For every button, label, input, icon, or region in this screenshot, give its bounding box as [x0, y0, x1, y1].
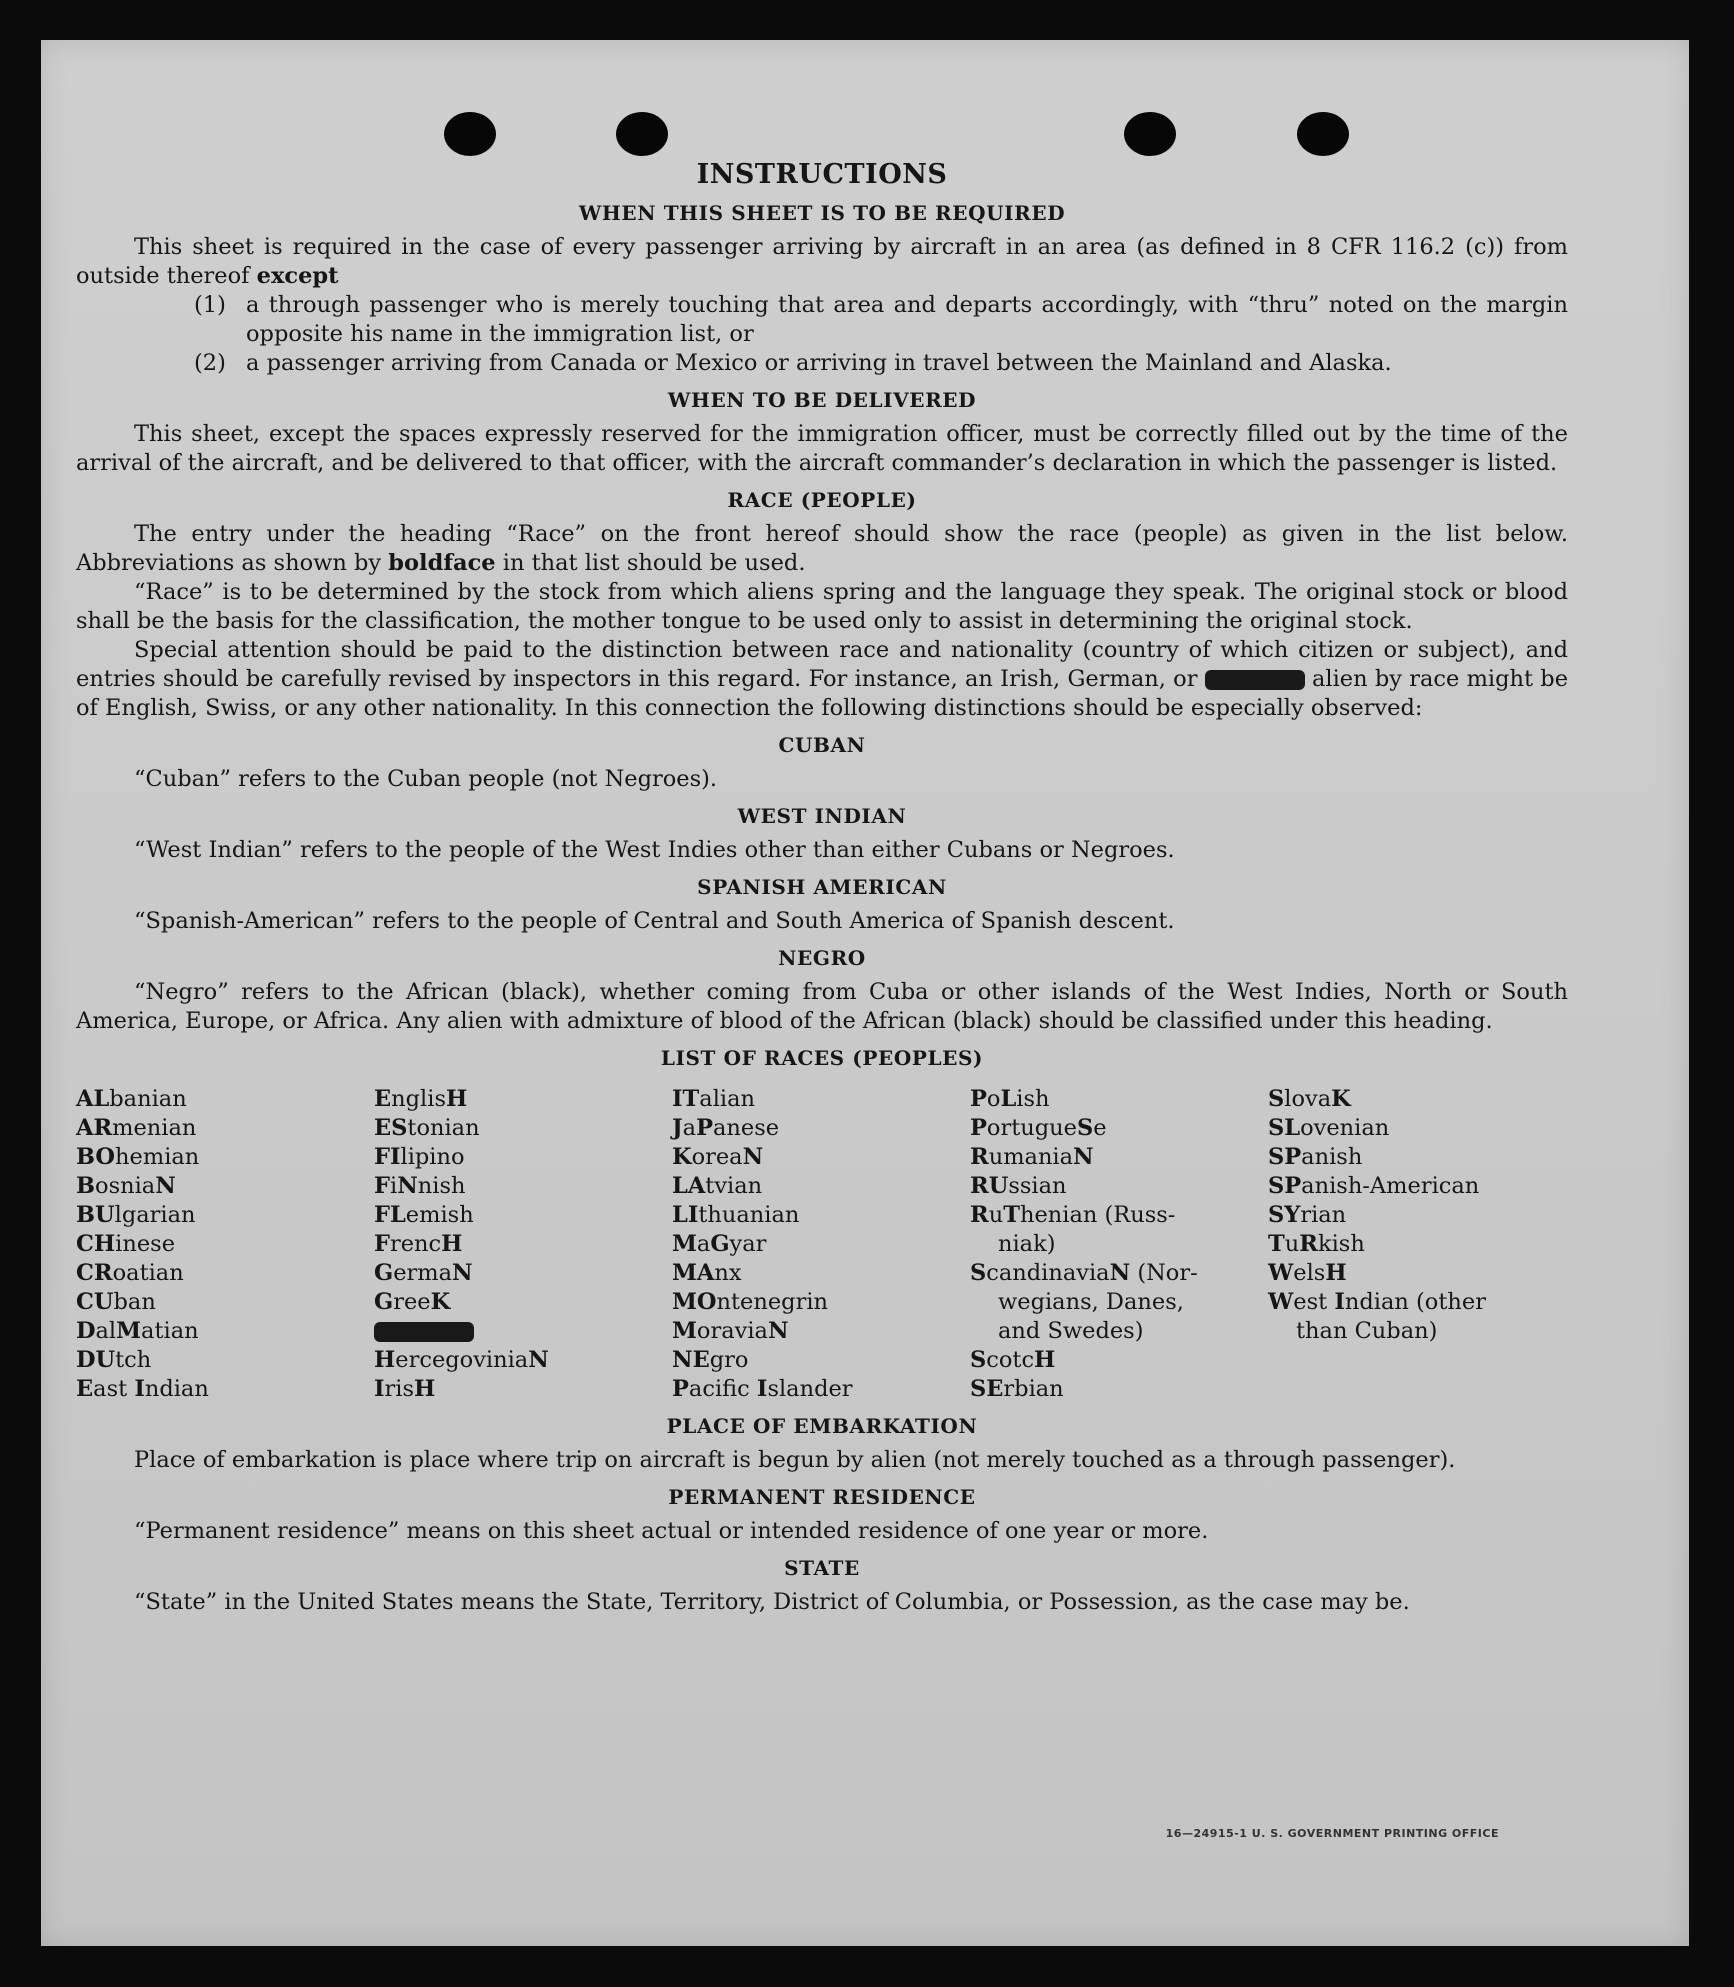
redaction-mark	[1205, 670, 1305, 690]
race-entry: and Swedes)	[998, 1318, 1144, 1344]
race-entry: CRoatian	[76, 1260, 184, 1286]
race-entry: MAnx	[672, 1260, 742, 1286]
west-indian-text: “West Indian” refers to the people of the West Indies other than either Cubans or Negroes.	[134, 837, 1175, 863]
embarkation-text: Place of embarkation is place where trip on aircraft is begun by alien (not merely touched as a through passenger).	[134, 1447, 1456, 1473]
section-heading-race: RACE (PEOPLE)	[727, 488, 917, 512]
cuban-text: “Cuban” refers to the Cuban people (not Negroes).	[134, 766, 718, 792]
punch-hole	[444, 112, 496, 156]
section-heading-state: STATE	[784, 1556, 860, 1580]
race-entry: IrisH	[374, 1376, 436, 1402]
race-entry: MOntenegrin	[672, 1289, 829, 1315]
section-heading-cuban: CUBAN	[778, 733, 866, 757]
races-column	[76, 1085, 374, 1404]
race-entry: JaPanese	[672, 1115, 780, 1141]
race-entry: KoreaN	[672, 1144, 764, 1170]
race-entry: GermaN	[374, 1260, 473, 1286]
race-entry: RUssian	[970, 1173, 1067, 1199]
punch-hole	[1297, 112, 1349, 156]
race-entry: CHinese	[76, 1231, 176, 1257]
exception-item: (2) a passenger arriving from Canada or Mexico or arriving in travel between the Mainland and Alaska.	[194, 350, 1392, 376]
printer-footer: 16—24915-1 U. S. GOVERNMENT PRINTING OFFICE	[1165, 1827, 1499, 1840]
section-heading-required: WHEN THIS SHEET IS TO BE REQUIRED	[578, 201, 1066, 225]
race-entry: EnglisH	[374, 1086, 468, 1112]
race-entry: BUlgarian	[76, 1202, 196, 1228]
race-entry: HercegoviniaN	[374, 1347, 549, 1373]
punch-hole	[616, 112, 668, 156]
race-entry: PortugueSe	[970, 1115, 1107, 1141]
race-entry: EStonian	[374, 1115, 480, 1141]
race-paragraph: The entry under the heading “Race” on the front hereof should show the race (people) as given in the list below. Abbreviations as shown by boldface in that list should be used.	[76, 521, 1568, 576]
races-column	[970, 1085, 1268, 1404]
race-entry: East Indian	[76, 1376, 209, 1402]
race-entry: SPanish	[1268, 1144, 1363, 1170]
race-entry: BosniaN	[76, 1173, 176, 1199]
section-heading-list-of-races: LIST OF RACES (PEOPLES)	[660, 1046, 984, 1070]
page-title: INSTRUCTIONS	[696, 159, 948, 190]
redaction-mark	[374, 1322, 474, 1342]
race-entry: FiNnish	[374, 1173, 466, 1199]
race-entry: RuThenian (Russ-	[970, 1202, 1176, 1228]
race-entry: TuRkish	[1268, 1231, 1365, 1257]
punch-hole	[1124, 112, 1176, 156]
race-entry: niak)	[998, 1231, 1056, 1257]
race-entry: SLovenian	[1268, 1115, 1390, 1141]
race-paragraph: Special attention should be paid to the distinction between race and nationality (country of which citizen or subject), and entries should be carefully revised by inspectors in this regard. For instance, an Irish, German, or alien by race might be of English, Swiss, or any other nationality. In this connection the following distinctions should be especially observed:	[76, 637, 1569, 721]
negro-text: “Negro” refers to the African (black), whether coming from Cuba or other islands of the West Indies, North or South America, Europe, or Africa. Any alien with admixture of blood of the African (black) should be classified under this heading.	[76, 979, 1568, 1034]
race-entry: RumaniaN	[970, 1144, 1094, 1170]
race-entry: SlovaK	[1268, 1086, 1351, 1112]
section-heading-spanish-american: SPANISH AMERICAN	[697, 875, 947, 899]
instructions-content	[76, 158, 1568, 1617]
race-entry: wegians, Danes,	[998, 1289, 1184, 1315]
race-entry: Pacific Islander	[672, 1376, 853, 1402]
race-entry: NEgro	[672, 1347, 749, 1373]
state-text: “State” in the United States means the State, Territory, District of Columbia, or Possession, as the case may be.	[134, 1589, 1410, 1615]
race-entry: LIthuanian	[672, 1202, 800, 1228]
section-heading-delivered: WHEN TO BE DELIVERED	[667, 388, 977, 412]
race-entry: ARmenian	[76, 1115, 197, 1141]
race-entry: ALbanian	[76, 1086, 187, 1112]
races-column	[374, 1085, 672, 1404]
section-heading-negro: NEGRO	[778, 946, 866, 970]
section-heading-west-indian: WEST INDIAN	[737, 804, 907, 828]
section-heading-residence: PERMANENT RESIDENCE	[668, 1485, 976, 1509]
residence-text: “Permanent residence” means on this sheet actual or intended residence of one year or more.	[134, 1518, 1209, 1544]
race-entry: ScandinaviaN (Nor-	[970, 1260, 1198, 1286]
race-entry: FrencH	[374, 1231, 463, 1257]
race-entry: ScotcH	[970, 1347, 1056, 1373]
race-entry: FIlipino	[374, 1144, 465, 1170]
race-entry: WelsH	[1268, 1260, 1347, 1286]
race-entry: SPanish-American	[1268, 1173, 1480, 1199]
race-entry: DalMatian	[76, 1318, 199, 1344]
race-entry	[374, 1317, 672, 1346]
race-entry: FLemish	[374, 1202, 474, 1228]
race-entry: than Cuban)	[1296, 1318, 1438, 1344]
race-entry: MoraviaN	[672, 1318, 789, 1344]
spanish-american-text: “Spanish-American” refers to the people of Central and South America of Spanish descent.	[134, 908, 1175, 934]
section-heading-embarkation: PLACE OF EMBARKATION	[666, 1414, 978, 1438]
race-entry: DUtch	[76, 1347, 152, 1373]
races-list	[76, 1085, 1568, 1404]
races-column	[1268, 1085, 1566, 1404]
race-entry: West Indian (other	[1268, 1289, 1486, 1315]
race-entry: MaGyar	[672, 1231, 767, 1257]
race-paragraph: “Race” is to be determined by the stock from which aliens spring and the language they speak. The original stock or blood shall be the basis for the classification, the mother tongue to be used only to assist in determining the original stock.	[76, 579, 1568, 634]
race-entry: CUban	[76, 1289, 156, 1315]
races-column	[672, 1085, 970, 1404]
race-entry: GreeK	[374, 1289, 451, 1315]
race-entry: LAtvian	[672, 1173, 763, 1199]
race-entry: SYrian	[1268, 1202, 1347, 1228]
race-entry: BOhemian	[76, 1144, 200, 1170]
required-intro: This sheet is required in the case of every passenger arriving by aircraft in an area (as defined in 8 CFR 116.2 (c)) from outside thereof except	[76, 234, 1568, 289]
race-entry: PoLish	[970, 1086, 1050, 1112]
race-entry: ITalian	[672, 1086, 755, 1112]
exception-item: (1) a through passenger who is merely touching that area and departs accordingly, with “thru” noted on the margin opposite his name in the immigration list, or	[194, 292, 1568, 347]
document-sheet	[41, 40, 1689, 1946]
race-entry: SErbian	[970, 1376, 1064, 1402]
delivered-text: This sheet, except the spaces expressly reserved for the immigration officer, must be correctly filled out by the time of the arrival of the aircraft, and be delivered to that officer, with the aircraft commander’s declaration in which the passenger is listed.	[76, 421, 1568, 476]
